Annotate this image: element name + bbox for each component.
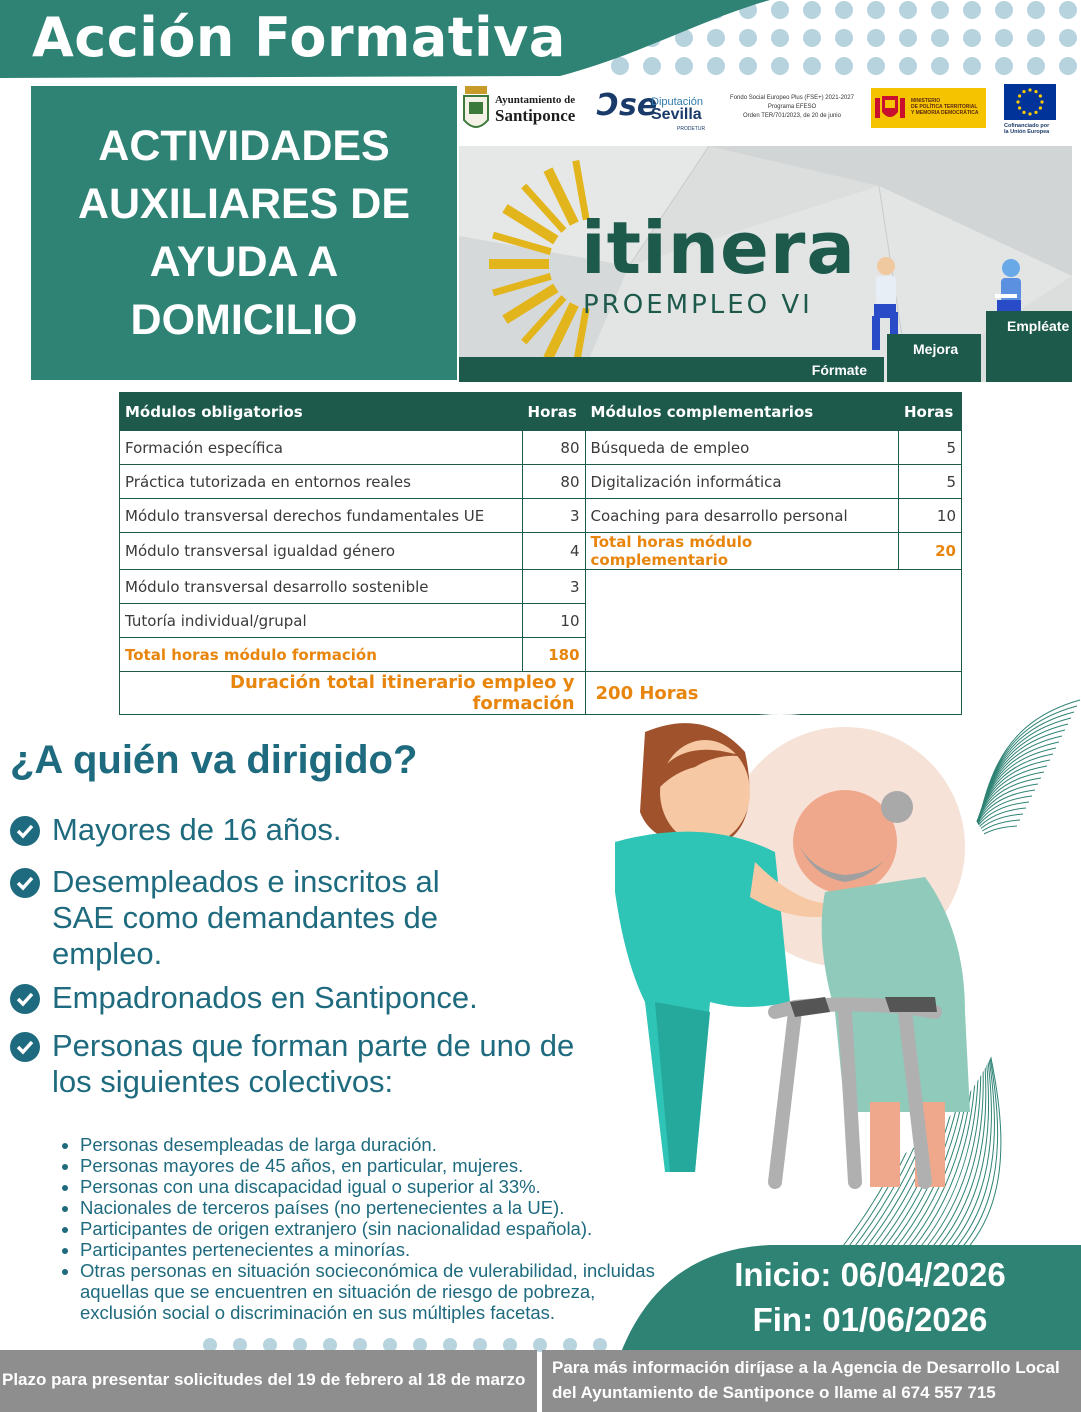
eu-star: [1039, 94, 1042, 97]
fse-info: [717, 94, 867, 121]
th-horas-1: Horas: [522, 393, 585, 431]
list-item: • Personas mayores de 45 años, en particular, mujeres.: [80, 1155, 660, 1176]
module-name: Módulo transversal derechos fundamentales UE: [120, 499, 523, 533]
step-empleate: [986, 311, 1072, 382]
check-circle-icon: [10, 984, 40, 1014]
eu-star: [1018, 106, 1021, 109]
eu-star: [1040, 100, 1043, 103]
list-item: • Participantes pertenecientes a minorías.: [80, 1239, 660, 1260]
requirement-text: Empadronados en Santiponce.: [52, 980, 478, 1015]
step-mejora-label: Mejora: [913, 341, 959, 357]
formation-total-hours: 180: [522, 638, 585, 672]
module-hours: 4: [522, 533, 585, 570]
grand-total-value: 200 Horas: [585, 672, 961, 715]
module-hours: 10: [899, 499, 962, 533]
complementary-total-hours: 20: [899, 533, 962, 570]
eu-star: [1028, 112, 1031, 115]
caregiver-illustration: [545, 712, 1015, 1192]
itinera-banner: [459, 146, 1072, 382]
table-row: [120, 533, 962, 570]
step-formate: [459, 357, 884, 382]
target-title: ¿A quién va dirigido?: [10, 738, 418, 782]
eu-star: [1016, 100, 1019, 103]
ayuntamiento-label: Ayuntamiento de: [495, 94, 576, 106]
course-title: ACTIVIDADES AUXILIARES DE AYUDA A DOMICILIO: [77, 122, 411, 344]
module-name: Digitalización informática: [585, 465, 898, 499]
module-name: Búsqueda de empleo: [585, 431, 898, 465]
ministerio-line1: MINISTERIO: [911, 98, 941, 104]
module-hours: 80: [522, 431, 585, 465]
list-item: • Otras personas en situación socieconómica de vulerabilidad, incluidas aquellas que se encuentren en situación de riesgo de pobreza, exclusión social o discriminación en sus múltiples facetas.: [80, 1260, 660, 1323]
empty-cell: [585, 570, 961, 672]
step-mejora: [887, 334, 981, 382]
requirement-item: [10, 980, 610, 1016]
santiponce-crest-icon: [461, 82, 491, 138]
step-empleate-label: Empléate: [1007, 318, 1070, 334]
info-text: Para más información diríjase a la Agencia de Desarrollo Local del Ayuntamiento de Santiponce o llame al 674 557 715: [552, 1358, 1060, 1402]
ministerio-logo: [871, 88, 986, 128]
module-hours: 10: [522, 604, 585, 638]
eu-line1: Cofinanciado por: [1004, 123, 1050, 129]
eu-star: [1028, 88, 1031, 91]
check-circle-icon: [10, 1032, 40, 1062]
modules-table: [119, 392, 962, 715]
list-item: • Personas con una discapacidad igual o superior al 33%.: [80, 1176, 660, 1197]
module-hours: 3: [522, 570, 585, 604]
module-name: Práctica tutorizada en entornos reales: [120, 465, 523, 499]
sevilla-label: Sevilla: [651, 106, 702, 123]
module-hours: 5: [899, 431, 962, 465]
logos-strip: [459, 78, 1072, 146]
check-circle-icon: [10, 868, 40, 898]
eu-flag-icon: [1004, 84, 1056, 120]
table-row: [120, 570, 962, 604]
sun-ray: [493, 276, 551, 293]
eu-line2: la Unión Europea: [1004, 129, 1050, 135]
module-hours: 80: [522, 465, 585, 499]
fse-line2: Programa EFESO: [767, 104, 817, 110]
check-circle-icon: [10, 816, 40, 846]
dse-logo-icon: Ɔse: [597, 88, 658, 123]
eu-star: [1022, 90, 1025, 93]
grand-total-label: Duración total itinerario empleo y formación: [120, 672, 586, 715]
formation-total-label: Total horas módulo formación: [120, 638, 523, 672]
header-title: Acción Formativa: [32, 6, 566, 69]
complementary-total-label: Total horas módulo complementario: [585, 533, 898, 570]
santiponce-label: Santiponce: [495, 106, 576, 125]
module-name: Formación específica: [120, 431, 523, 465]
requirement-text: Personas que forman parte de uno de los siguientes colectivos:: [52, 1028, 575, 1099]
module-name: Módulo transversal desarrollo sostenible: [120, 570, 523, 604]
eu-star: [1034, 90, 1037, 93]
eu-star: [1022, 111, 1025, 114]
module-name: Módulo transversal igualdad género: [120, 533, 523, 570]
fse-line1: Fondo Social Europeo Plus (FSE+) 2021-2027: [730, 95, 854, 101]
requirement-item: [10, 812, 610, 848]
module-name: Coaching para desarrollo personal: [585, 499, 898, 533]
module-name: Tutoría individual/grupal: [120, 604, 523, 638]
requirement-text: Mayores de 16 años.: [52, 812, 342, 847]
spain-coat-of-arms-icon: [875, 94, 905, 122]
colectivos-list: [58, 1134, 660, 1323]
table-row: [120, 431, 962, 465]
step-formate-label: Fórmate: [811, 362, 867, 378]
requirement-text: Desempleados e inscritos al SAE como demandantes de empleo.: [52, 864, 440, 971]
end-date: Fin: 01/06/2026: [752, 1301, 988, 1338]
grand-total-row: [120, 672, 962, 715]
th-obligatorios: Módulos obligatorios: [120, 393, 523, 431]
module-hours: 5: [899, 465, 962, 499]
requirement-item: [10, 864, 480, 972]
eu-star: [1034, 111, 1037, 114]
eu-star: [1018, 94, 1021, 97]
start-date: Inicio: 06/04/2026: [734, 1256, 1006, 1293]
prodetur-label: PRODETUR: [677, 126, 706, 132]
table-row: [120, 499, 962, 533]
requirement-item: [10, 1028, 610, 1100]
th-complementarios: Módulos complementarios: [585, 393, 898, 431]
itinera-brand: itinera: [581, 206, 856, 290]
th-horas-2: Horas: [899, 393, 962, 431]
itinera-subtitle: PROEMPLEO VI: [583, 290, 813, 320]
module-hours: 3: [522, 499, 585, 533]
fse-line3: Orden TER/701/2023, de 20 de junio: [743, 113, 841, 119]
sun-ray: [493, 235, 551, 252]
table-row: [120, 465, 962, 499]
list-item: • Participantes de origen extranjero (sin nacionalidad española).: [80, 1218, 660, 1239]
list-item: • Personas desempleadas de larga duración.: [80, 1134, 660, 1155]
list-item: • Nacionales de terceros países (no pertenecientes a la UE).: [80, 1197, 660, 1218]
ministerio-line2: DE POLÍTICA TERRITORIAL: [911, 104, 978, 110]
diputacion-label: Diputación: [651, 96, 703, 108]
deadline-text: Plazo para presentar solicitudes del 19 de febrero al 18 de marzo: [2, 1370, 526, 1389]
eu-star: [1039, 106, 1042, 109]
ministerio-line3: Y MEMORIA DEMOCRÁTICA: [911, 110, 979, 116]
